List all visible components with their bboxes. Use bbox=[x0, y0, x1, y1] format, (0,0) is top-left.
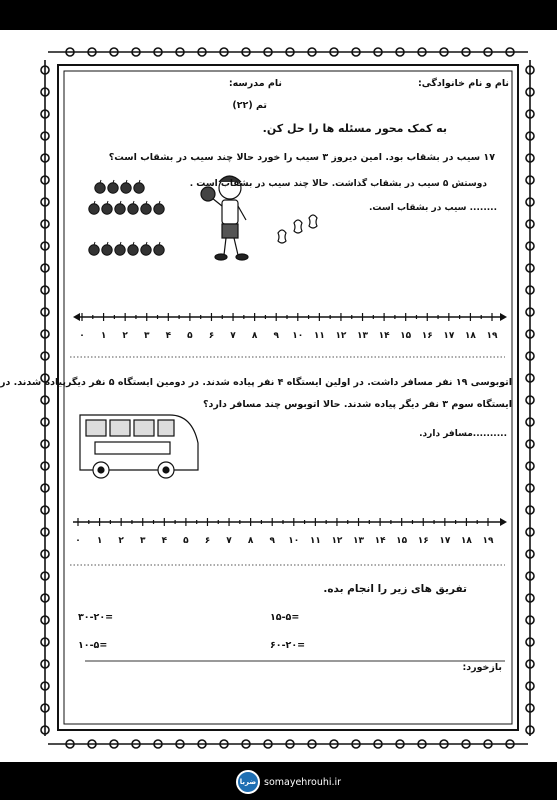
top-black-bar bbox=[0, 0, 557, 30]
number-line-label: ۱۵ bbox=[396, 536, 408, 546]
number-line-label: ۱۶ bbox=[421, 331, 433, 341]
number-line-label: ۱۱ bbox=[309, 536, 321, 546]
number-line-label: ۱۸ bbox=[460, 536, 472, 546]
topic-label: تم (۲۲) bbox=[232, 100, 267, 111]
worksheet-page bbox=[0, 30, 557, 762]
decorative-border bbox=[0, 30, 557, 762]
subtraction-title: تفریق های زیر را انجام بده. bbox=[323, 583, 467, 595]
problem1-line2: دوستش ۵ سیب در بشقاب گذاشت. حالا چند سیب در بشقاب است . bbox=[189, 179, 487, 189]
number-line-label: ۱۸ bbox=[464, 331, 476, 341]
number-line-label: ۸ bbox=[251, 331, 258, 341]
number-line-label: ۱۵ bbox=[400, 331, 412, 341]
number-line-label: ۶ bbox=[204, 536, 211, 546]
number-line-label: ۰ bbox=[75, 536, 81, 546]
subtraction-item-1: ۳۰-۲۰= bbox=[78, 612, 114, 623]
number-line-label: ۱۷ bbox=[439, 536, 451, 546]
number-line-label: ۱ bbox=[100, 331, 107, 341]
subtraction-item-2: ۱۵-۵= bbox=[270, 612, 300, 623]
apple-group-illustration bbox=[89, 180, 164, 255]
number-line-label: ۲ bbox=[122, 331, 128, 341]
bus-illustration bbox=[80, 415, 198, 478]
number-line-label: ۲ bbox=[118, 536, 124, 546]
number-line-label: ۴ bbox=[161, 536, 168, 546]
number-line-label: ۱ bbox=[96, 536, 103, 546]
problem2-line1: اتوبوسی ۱۹ نفر مسافر داشت. در اولین ایستگاه ۴ نفر پیاده شدند. در دومین ایستگاه ۵ نفر دیگرپیاده شدند. در bbox=[0, 377, 512, 388]
number-line-label: ۹ bbox=[273, 331, 279, 341]
instruction-text: به کمک محور مسئله ها را حل کن. bbox=[262, 122, 447, 135]
number-line-label: ۸ bbox=[247, 536, 254, 546]
number-line-label: ۱۴ bbox=[374, 536, 386, 546]
number-line-label: ۵ bbox=[187, 331, 193, 341]
number-line-label: ۶ bbox=[208, 331, 215, 341]
problem2-answer: ..........مسافر دارد. bbox=[419, 429, 507, 439]
problem2-line2: ایستگاه سوم ۳ نفر دیگر پیاده شدند. حالا اتوبوس چند مسافر دارد؟ bbox=[202, 399, 512, 410]
logo-icon: ضربا bbox=[236, 770, 260, 794]
subtraction-item-3: ۱۰-۵= bbox=[78, 640, 108, 651]
number-line-label: ۱۹ bbox=[482, 536, 494, 546]
school-label: نام مدرسه: bbox=[228, 78, 282, 89]
number-line-label: ۱۰ bbox=[292, 331, 304, 341]
number-line-label: ۱۳ bbox=[353, 536, 365, 546]
number-line-label: ۳ bbox=[143, 331, 150, 341]
number-line-label: ۱۳ bbox=[357, 331, 369, 341]
number-line-label: ۳ bbox=[139, 536, 146, 546]
number-line-label: ۱۹ bbox=[486, 331, 498, 341]
site-url: somayehrouhi.ir bbox=[264, 776, 342, 788]
feedback-label: بازخورد: bbox=[462, 662, 502, 673]
number-line-label: ۱۶ bbox=[417, 536, 429, 546]
number-line-2-axis bbox=[73, 518, 507, 526]
number-line-label: ۱۴ bbox=[378, 331, 390, 341]
problem1-answer: ........ سیب در بشقاب است. bbox=[368, 203, 497, 213]
number-line-label: ۹ bbox=[269, 536, 275, 546]
number-line-label: ۱۲ bbox=[331, 536, 343, 546]
number-line-label: ۰ bbox=[79, 331, 85, 341]
number-line-label: ۷ bbox=[230, 331, 236, 341]
name-label: نام و نام خانوادگی: bbox=[417, 78, 509, 89]
bottom-black-bar bbox=[0, 762, 557, 800]
subtraction-item-4: ۶۰-۲۰= bbox=[270, 640, 306, 651]
number-line-label: ۱۰ bbox=[288, 536, 300, 546]
number-line-1-axis bbox=[73, 313, 507, 321]
problem1-line1: ۱۷ سیب در بشقاب بود. امین دیروز ۳ سیب را خورد حالا چند سیب در بشقاب است؟ bbox=[108, 152, 495, 163]
number-line-label: ۴ bbox=[165, 331, 172, 341]
number-line-label: ۱۲ bbox=[335, 331, 347, 341]
number-line-label: ۷ bbox=[226, 536, 232, 546]
number-line-label: ۱۱ bbox=[313, 331, 325, 341]
site-logo[interactable] bbox=[236, 770, 341, 794]
number-line-label: ۱۷ bbox=[443, 331, 455, 341]
number-line-label: ۵ bbox=[183, 536, 189, 546]
